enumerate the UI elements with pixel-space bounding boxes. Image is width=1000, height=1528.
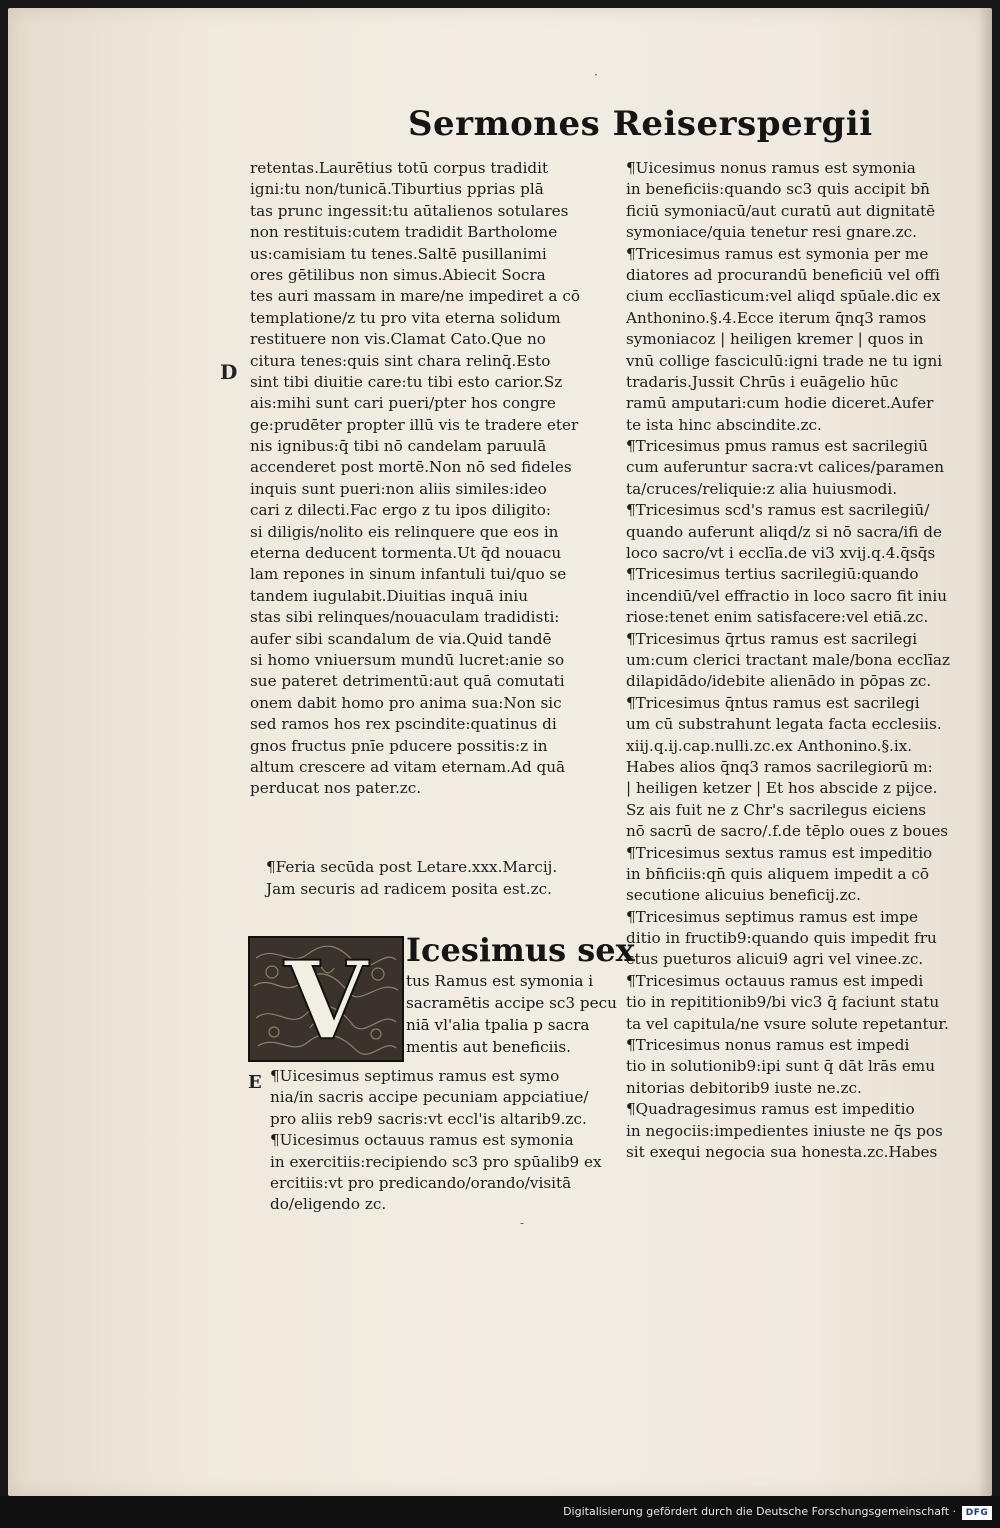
text-line: ¶Tricesimus octauus ramus est impedi (626, 971, 924, 990)
text-line: ores gētilibus non simus.Abiecit Socra (250, 265, 546, 284)
text-line: citura tenes:quis sint chara relinq̄.Esto (250, 351, 551, 370)
decorated-initial (248, 936, 404, 1062)
text-line: quando auferunt aliqd/z si nō sacra/ifi de (626, 522, 942, 541)
intro-heading: Icesimus sex (406, 931, 635, 969)
text-line: in bn̄ficiis:qn̄ quis aliquem impedit a cō (626, 864, 930, 883)
rubric (266, 856, 616, 900)
dfg-logo-icon: DFG (962, 1506, 992, 1520)
scanned-page (8, 8, 992, 1496)
text-line: um:cum clerici tractant male/bona ecclīaz (626, 650, 950, 669)
text-line: xiij.q.ij.cap.nulli.zc.ex Anthonino.§.ix. (626, 736, 913, 755)
text-line: eterna deducent tormenta.Ut q̄d nouacu (250, 544, 562, 563)
text-line: ¶Tricesimus pmus ramus est sacrilegiū (626, 437, 928, 456)
right-column (626, 158, 976, 1163)
text-line: altum crescere ad vitam eternam.Ad quā (250, 757, 566, 776)
text-line: sue pateret detrimentū:aut quā comutati (250, 672, 565, 691)
page-edge-shadow (978, 8, 992, 1496)
left-column-bottom (270, 1066, 610, 1216)
text-line: vnū collige fasciculū:igni trade ne tu igni (626, 351, 943, 370)
text-line: us:camisiam tu tenes.Saltē pusillanimi (250, 244, 547, 263)
text-line: symoniace/quia tenetur resi gnare.zc. (626, 223, 917, 242)
text-line: onem dabit homo pro anima sua:Non sic (250, 693, 562, 712)
funding-notice: Digitalisierung gefördert durch die Deutsche Forschungsgemeinschaft · (563, 1505, 956, 1518)
text-line: nitorias debitorib9 iuste ne.zc. (626, 1078, 862, 1097)
text-line: retentas.Laurētius totū corpus tradidit (250, 159, 549, 177)
text-line: tandem iugulabit.Diuitias inquā iniu (250, 586, 529, 605)
rubric-line: Jam securis ad radicem posita est.zc. (266, 880, 552, 898)
text-line: ais:mihi sunt cari pueri/pter hos congre (250, 394, 556, 413)
text-line: ¶Tricesimus scd's ramus est sacrilegiū/ (626, 501, 930, 520)
text-line: in beneficiis:quando sc3 quis accipit bn̄ (626, 180, 930, 199)
text-line: tes auri massam in mare/ne impediret a cō (250, 287, 580, 306)
text-line: stas sibi relinques/nouaculam tradidisti: (250, 608, 560, 627)
text-line: tio in repititionib9/bi vic3 q̄ faciunt statu (626, 993, 940, 1012)
text-line: pro aliis reb9 sacris:vt eccl'is altarib9.zc. (270, 1109, 587, 1128)
text-line: do/eligendo zc. (270, 1195, 387, 1214)
text-line: nia/in sacris accipe pecuniam appciatiue/ (270, 1088, 589, 1107)
marginal-letter: D (220, 360, 238, 384)
page-header: Sermones Reiserspergii (408, 104, 873, 144)
text-line: non restituis:cutem tradidit Bartholome (250, 223, 558, 242)
text-line: tas prunc ingessit:tu aūtalienos sotulares (250, 201, 569, 220)
text-line: ctus pueturos alicui9 agri vel vinee.zc. (626, 950, 924, 969)
text-line: incendiū/vel effractio in loco sacro fit iniu (626, 586, 948, 605)
footer-bar (0, 1496, 1000, 1528)
text-line: tio in solutionib9:ipi sunt q̄ dāt lrās emu (626, 1057, 935, 1076)
text-line: ¶Uicesimus octauus ramus est symonia (270, 1131, 574, 1150)
text-line: in negociis:impedientes iniuste ne q̄s pos (626, 1121, 943, 1140)
text-line: igni:tu non/tunicā.Tiburtius pprias plā (250, 180, 544, 199)
text-line: sed ramos hos rex pscindite:quatinus di (250, 715, 557, 734)
text-line: tradaris.Jussit Chrūs i euāgelio hūc (626, 372, 899, 391)
text-line: perducat nos pater.zc. (250, 779, 422, 798)
text-line: gnos fructus pnīe pducere possitis:z in (250, 736, 548, 755)
text-line: cium ecclīasticum:vel aliqd spūale.dic ex (626, 287, 941, 306)
text-line: diatores ad procurandū beneficiū vel offi (626, 265, 940, 284)
text-line: ta/cruces/reliquie:z alia huiusmodi. (626, 479, 898, 498)
text-line: ¶Tricesimus septimus ramus est impe (626, 907, 918, 926)
text-line: te ista hinc abscindite.zc. (626, 415, 822, 434)
text-line: ¶Tricesimus tertius sacrilegiū:quando (626, 565, 919, 584)
text-line: ficiū symoniacū/aut curatū aut dignitatē (626, 201, 936, 220)
text-line: dilapidādo/idebite alienādo in pōpas zc. (626, 672, 932, 691)
intro-line: sacramētis accipe sc3 pecu (406, 994, 617, 1012)
text-line: si diligis/nolito eis relinquere que eos in (250, 522, 559, 541)
marginal-letter: E (248, 1072, 262, 1093)
text-line: ta vel capitula/ne vsure solute repetantur. (626, 1014, 949, 1033)
text-line: si homo vniuersum mundū lucret:anie so (250, 650, 565, 669)
text-line: sint tibi diuitie care:tu tibi esto carior.Sz (250, 372, 563, 391)
ink-smudge: · (594, 68, 598, 82)
text-line: Anthonino.§.4.Ecce iterum q̄nq3 ramos (626, 308, 927, 327)
text-line: ramū amputari:cum hodie diceret.Aufer (626, 394, 934, 413)
text-line: um cū substrahunt legata facta ecclesiis. (626, 715, 942, 734)
text-line: ge:prudēter propter illū vis te tradere eter (250, 415, 579, 434)
text-line: ¶Tricesimus ramus est symonia per me (626, 244, 929, 263)
text-line: ¶Tricesimus q̄rtus ramus est sacrilegi (626, 629, 918, 648)
rubric-line: ¶Feria secūda post Letare.xxx.Marcij. (266, 858, 558, 876)
text-line: in exercitiis:recipiendo sc3 pro spūalib9 ex (270, 1152, 602, 1171)
text-line: ercitiis:vt pro predicando/orando/visitā (270, 1173, 572, 1192)
chapter-intro (406, 930, 635, 1058)
text-line: nis ignibus:q̄ tibi nō candelam paruulā (250, 437, 547, 456)
text-line: cari z dilecti.Fac ergo z tu ipos diligito: (250, 501, 552, 520)
text-line: lam repones in sinum infantuli tui/quo se (250, 565, 567, 584)
text-line: loco sacro/vt i ecclīa.de vi3 xvij.q.4.q̄sq̄s (626, 544, 936, 563)
text-line: ¶Tricesimus nonus ramus est impedi (626, 1036, 910, 1055)
initial-letter: V (284, 938, 368, 1060)
text-line: ¶Tricesimus sextus ramus est impeditio (626, 843, 933, 862)
left-column-top (250, 158, 606, 800)
text-line: | heiligen ketzer | Et hos abscide z pijce. (626, 779, 938, 798)
text-line: inquis sunt pueri:non aliis similes:ideo (250, 479, 547, 498)
text-line: Habes alios q̄nq3 ramos sacrilegiorū m: (626, 757, 933, 776)
text-line: aufer sibi scandalum de via.Quid tandē (250, 629, 552, 648)
decorated-initial-art (250, 938, 402, 1060)
text-line: accenderet post mortē.Non nō sed fideles (250, 458, 572, 477)
ink-smudge: - (520, 1216, 525, 1230)
text-line: ¶Quadragesimus ramus est impeditio (626, 1100, 915, 1119)
text-line: symoniacoz | heiligen kremer | quos in (626, 330, 924, 349)
text-line: riose:tenet enim satisfacere:vel etiā.zc. (626, 608, 929, 627)
text-line: Sz ais fuit ne z Chr's sacrilegus eiciens (626, 800, 927, 819)
text-line: ¶Tricesimus q̄ntus ramus est sacrilegi (626, 693, 920, 712)
text-line: sit exequi negocia sua honesta.zc.Habes (626, 1142, 938, 1161)
text-line: secutione alicuius beneficij.zc. (626, 886, 861, 905)
text-line: ¶Uicesimus septimus ramus est symo (270, 1067, 560, 1085)
intro-line: mentis aut beneficiis. (406, 1038, 571, 1056)
text-line: nō sacrū de sacro/.f.de tēplo oues z boues (626, 822, 949, 841)
text-line: restituere non vis.Clamat Cato.Que no (250, 330, 546, 349)
text-line: cum auferuntur sacra:vt calices/paramen (626, 458, 944, 477)
intro-line: niā vl'alia tpalia p sacra (406, 1016, 590, 1034)
intro-line: tus Ramus est symonia i (406, 972, 594, 990)
text-line: ¶Uicesimus nonus ramus est symonia (626, 159, 916, 177)
text-line: templatione/z tu pro vita eterna solidum (250, 308, 561, 327)
text-line: ditio in fructib9:quando quis impedit fru (626, 929, 937, 948)
